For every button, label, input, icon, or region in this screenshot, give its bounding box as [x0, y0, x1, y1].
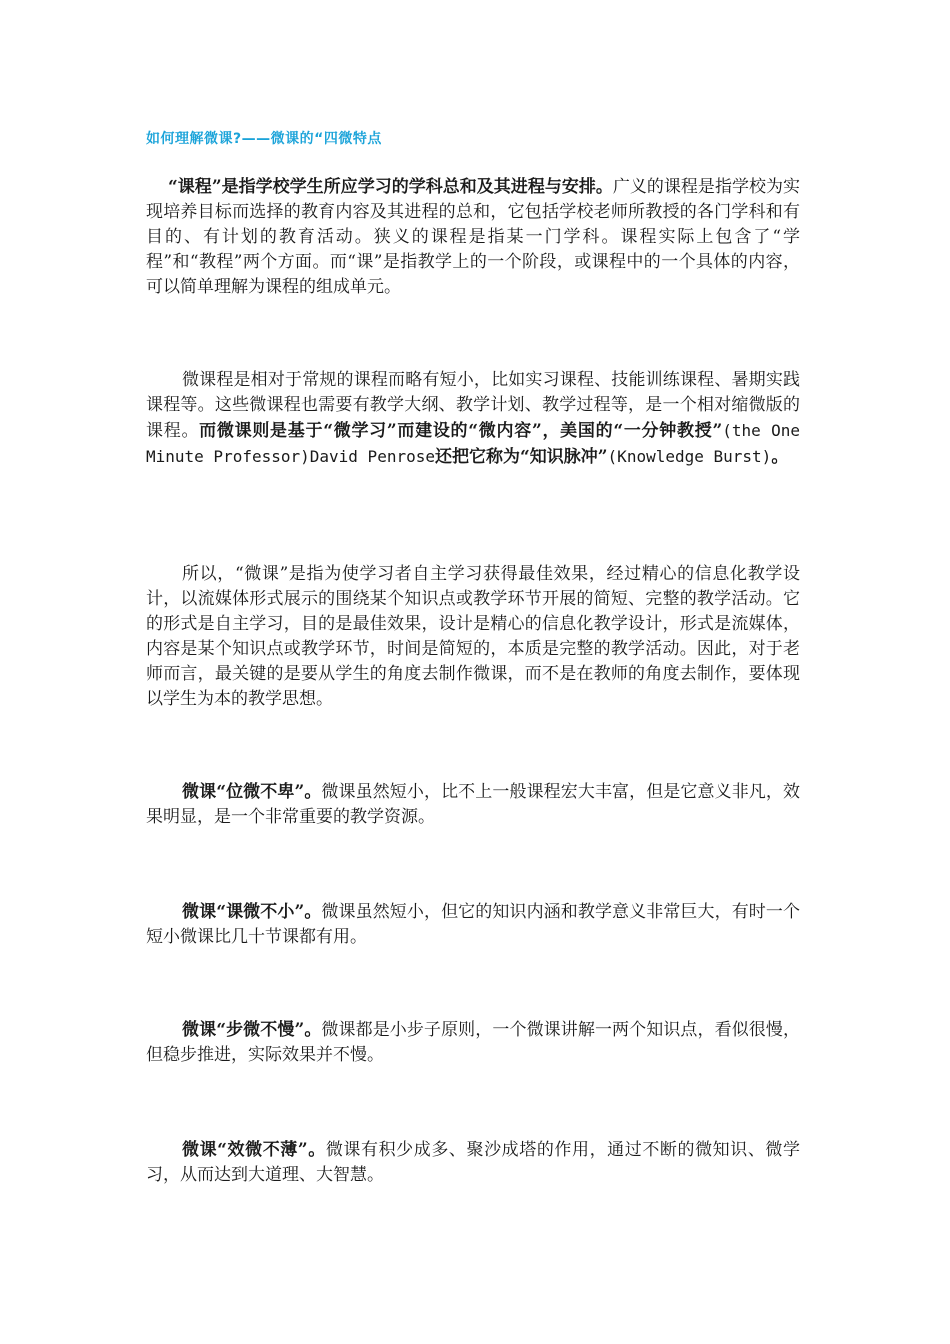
- paragraph-body: 微课程是相对于常规的课程而略有短小，比如实习课程、技能训练课程、暑期实践课程等。这些微课程也需要有教学大纲、教学计划、教学过程等，是一个相对缩微版的课程。: [146, 370, 800, 441]
- paragraph-feature-2: [146, 900, 800, 950]
- feature-heading: 微课“位微不卑”。: [182, 782, 322, 802]
- feature-heading: 微课“效微不薄”。: [182, 1140, 326, 1160]
- paragraph-micro-lesson-definition: [146, 562, 800, 712]
- paragraph-lead-bold: “课程”是指学校学生所应学习的学科总和及其进程与安排。: [168, 177, 613, 197]
- paragraph-course-definition: [146, 175, 800, 300]
- paragraph-feature-1: [146, 780, 800, 830]
- paragraph-feature-4: [146, 1138, 800, 1188]
- paragraph-micro-course: [146, 368, 800, 470]
- feature-body: 微课虽然短小，比不上一般课程宏大丰富，但是它意义非凡，效果明显，是一个非常重要的教学资源。: [146, 782, 800, 827]
- feature-body: 微课虽然短小，但它的知识内涵和教学意义非常巨大，有时一个短小微课比几十节课都有用。: [146, 902, 800, 947]
- feature-heading: 微课“课微不小”。: [182, 902, 322, 922]
- feature-heading: 微课“步微不慢”。: [182, 1020, 322, 1040]
- paragraph-body: 所以，“微课”是指为使学习者自主学习获得最佳效果，经过精心的信息化教学设计，以流媒体形式展示的围绕某个知识点或教学环节开展的简短、完整的教学活动。它的形式是自主学习，目的是最佳效果，设计是精心的信息化教学设计，形式是流媒体，内容是某个知识点或教学环节，时间是简短的，本质是完整的教学活动。因此，对于老师而言，最关键的是要从学生的角度去制作微课，而不是在教师的角度去制作，要体现以学生为本的教学思想。: [146, 564, 800, 709]
- paragraph-body: 广义的课程是指学校为实现培养目标而选择的教育内容及其进程的总和，它包括学校老师所教授的各门学科和有目的、有计划的教育活动。狭义的课程是指某一门学科。课程实际上包含了“学程”和“教程”两个方面。而“课”是指教学上的一个阶段，或课程中的一个具体的内容，可以简单理解为课程的组成单元。: [146, 177, 800, 297]
- paragraph-feature-3: [146, 1018, 800, 1068]
- paragraph-bold-2: 还把它称为“知识脉冲”: [434, 447, 608, 467]
- feature-body: 微课都是小步子原则，一个微课讲解一两个知识点，看似很慢，但稳步推进，实际效果并不慢。: [146, 1020, 800, 1065]
- page-title: 如何理解微课?——微课的“四微特点: [146, 131, 382, 147]
- feature-body: 微课有积少成多、聚沙成塔的作用，通过不断的微知识、微学习，从而达到大道理、大智慧。: [146, 1140, 800, 1185]
- paragraph-bold-3: 。: [771, 447, 789, 467]
- paragraph-bold-1: 而微课则是基于“微学习”而建设的“微内容”，美国的“一分钟教授”: [199, 421, 723, 441]
- paragraph-mono-2: (Knowledge Burst): [607, 447, 772, 466]
- paragraph-mono-1: (the One Minute Professor)David Penrose: [146, 421, 801, 466]
